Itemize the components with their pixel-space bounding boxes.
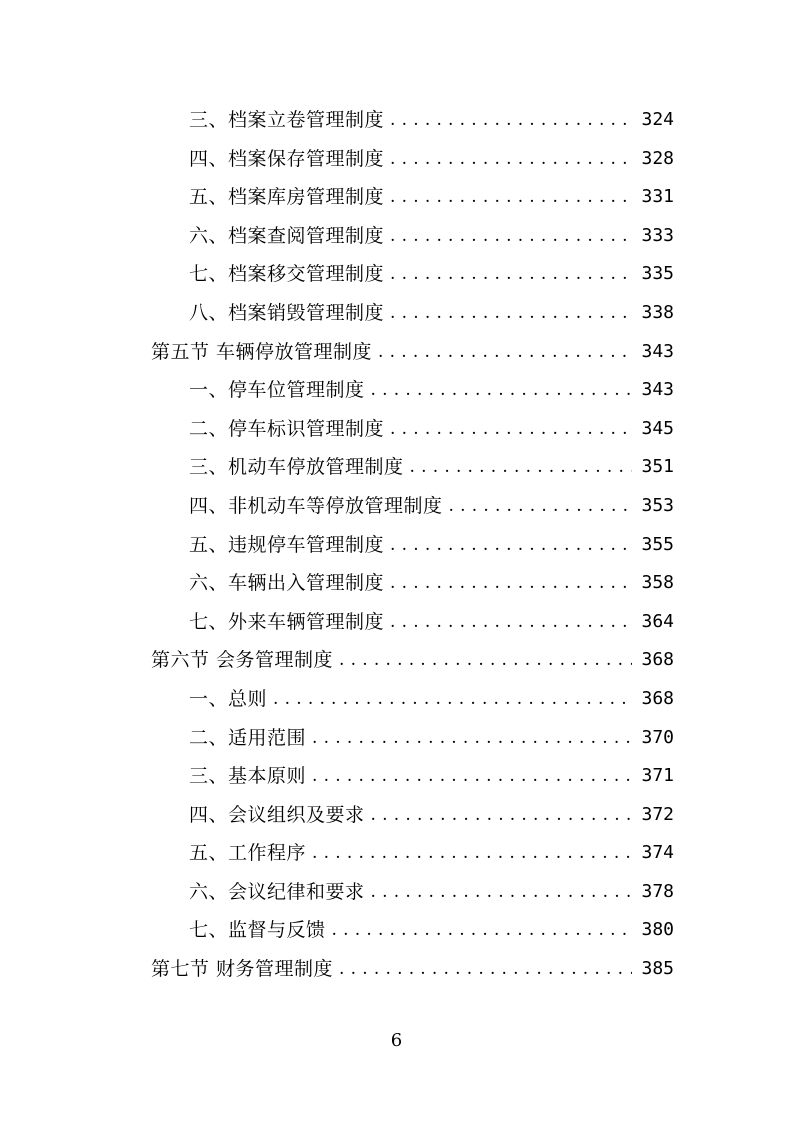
dot-leader [332,911,632,950]
toc-entry-title: 六、会议纪律和要求 [189,880,365,903]
toc-entry-page-number: 368 [641,687,674,709]
toc-subsection-entry[interactable] [0,757,793,796]
toc-entry-page-number: 343 [641,340,674,362]
toc-subsection-entry[interactable] [0,487,793,526]
dot-leader [390,101,632,140]
dot-leader [390,294,632,333]
dot-leader [390,178,632,217]
toc-subsection-entry[interactable] [0,680,793,719]
toc-entry-title: 第五节 车辆停放管理制度 [151,340,373,363]
toc-entry-page-number: 343 [641,379,674,401]
toc-entry-title: 三、机动车停放管理制度 [189,456,404,479]
toc-entry-title: 三、档案立卷管理制度 [189,109,385,131]
toc-entry-page-number: 328 [641,147,674,169]
toc-entry-title: 五、违规停车管理制度 [189,533,385,556]
toc-entry-title: 二、适用范围 [189,726,307,749]
dot-leader [312,757,632,796]
toc-entry-title: 七、监督与反馈 [189,919,326,942]
toc-subsection-entry[interactable] [0,564,793,603]
toc-section-entry[interactable] [0,641,793,680]
dot-leader [390,564,632,603]
toc-entry-page-number: 335 [641,263,674,285]
dot-leader [312,719,632,758]
toc-entry-page-number: 372 [641,803,674,825]
toc-subsection-entry[interactable] [0,101,793,140]
toc-entry-title: 一、停车位管理制度 [189,379,365,402]
toc-section-entry[interactable] [0,950,793,989]
toc-entry-title: 五、工作程序 [189,842,307,865]
toc-entry-title: 第七节 财务管理制度 [151,958,334,981]
toc-section-entry[interactable] [0,333,793,372]
dot-leader [371,796,632,835]
dot-leader [371,873,632,912]
toc-subsection-entry[interactable] [0,719,793,758]
toc-entry-page-number: 351 [641,456,674,478]
toc-subsection-entry[interactable] [0,217,793,256]
dot-leader [390,410,632,449]
dot-leader [371,371,632,410]
dot-leader [390,140,632,179]
toc-entry-title: 二、停车标识管理制度 [189,417,385,440]
toc-subsection-entry[interactable] [0,448,793,487]
toc-entry-page-number: 324 [641,109,674,130]
toc-entry-title: 七、外来车辆管理制度 [189,610,385,633]
toc-entry-page-number: 371 [641,765,674,787]
toc-entry-page-number: 338 [641,301,674,323]
toc-entry-page-number: 355 [641,533,674,555]
toc-entry-title: 六、车辆出入管理制度 [189,572,385,595]
toc-subsection-entry[interactable] [0,834,793,873]
toc-entry-page-number: 380 [641,919,674,941]
toc-subsection-entry[interactable] [0,873,793,912]
toc-entry-title: 三、基本原则 [189,765,307,788]
toc-subsection-entry[interactable] [0,178,793,217]
dot-leader [339,641,632,680]
toc-entry-title: 第六节 会务管理制度 [151,649,334,672]
toc-subsection-entry[interactable] [0,410,793,449]
toc-entry-title: 四、会议组织及要求 [189,803,365,826]
toc-subsection-entry[interactable] [0,603,793,642]
toc-subsection-entry[interactable] [0,255,793,294]
toc-entry-page-number: 378 [641,880,674,902]
toc-entry-page-number: 331 [641,186,674,208]
dot-leader [339,950,632,989]
toc-entry-page-number: 374 [641,842,674,864]
toc-entry-title: 四、非机动车等停放管理制度 [189,494,443,517]
dot-leader [390,526,632,565]
toc-subsection-entry[interactable] [0,294,793,333]
page-number: 6 [390,1030,403,1051]
table-of-contents [0,101,793,989]
toc-entry-title: 八、档案销毁管理制度 [189,301,385,324]
dot-leader [390,603,632,642]
toc-entry-page-number: 358 [641,572,674,594]
toc-entry-title: 六、档案查阅管理制度 [189,224,385,247]
toc-entry-page-number: 345 [641,417,674,439]
toc-subsection-entry[interactable] [0,371,793,410]
dot-leader [390,217,632,256]
toc-entry-page-number: 370 [641,726,674,748]
toc-subsection-entry[interactable] [0,526,793,565]
dot-leader [273,680,632,719]
dot-leader [312,834,632,873]
dot-leader [390,255,632,294]
toc-entry-title: 五、档案库房管理制度 [189,186,385,209]
toc-entry-page-number: 368 [641,649,674,671]
dot-leader [410,448,632,487]
toc-entry-page-number: 333 [641,224,674,246]
toc-subsection-entry[interactable] [0,911,793,950]
toc-subsection-entry[interactable] [0,140,793,179]
dot-leader [449,487,632,526]
toc-entry-title: 一、总则 [189,687,268,710]
toc-subsection-entry[interactable] [0,796,793,835]
toc-entry-title: 四、档案保存管理制度 [189,147,385,170]
toc-entry-page-number: 385 [641,958,674,980]
toc-entry-title: 七、档案移交管理制度 [189,263,385,286]
toc-entry-page-number: 353 [641,494,674,516]
dot-leader [378,333,632,372]
toc-entry-page-number: 364 [641,610,674,632]
